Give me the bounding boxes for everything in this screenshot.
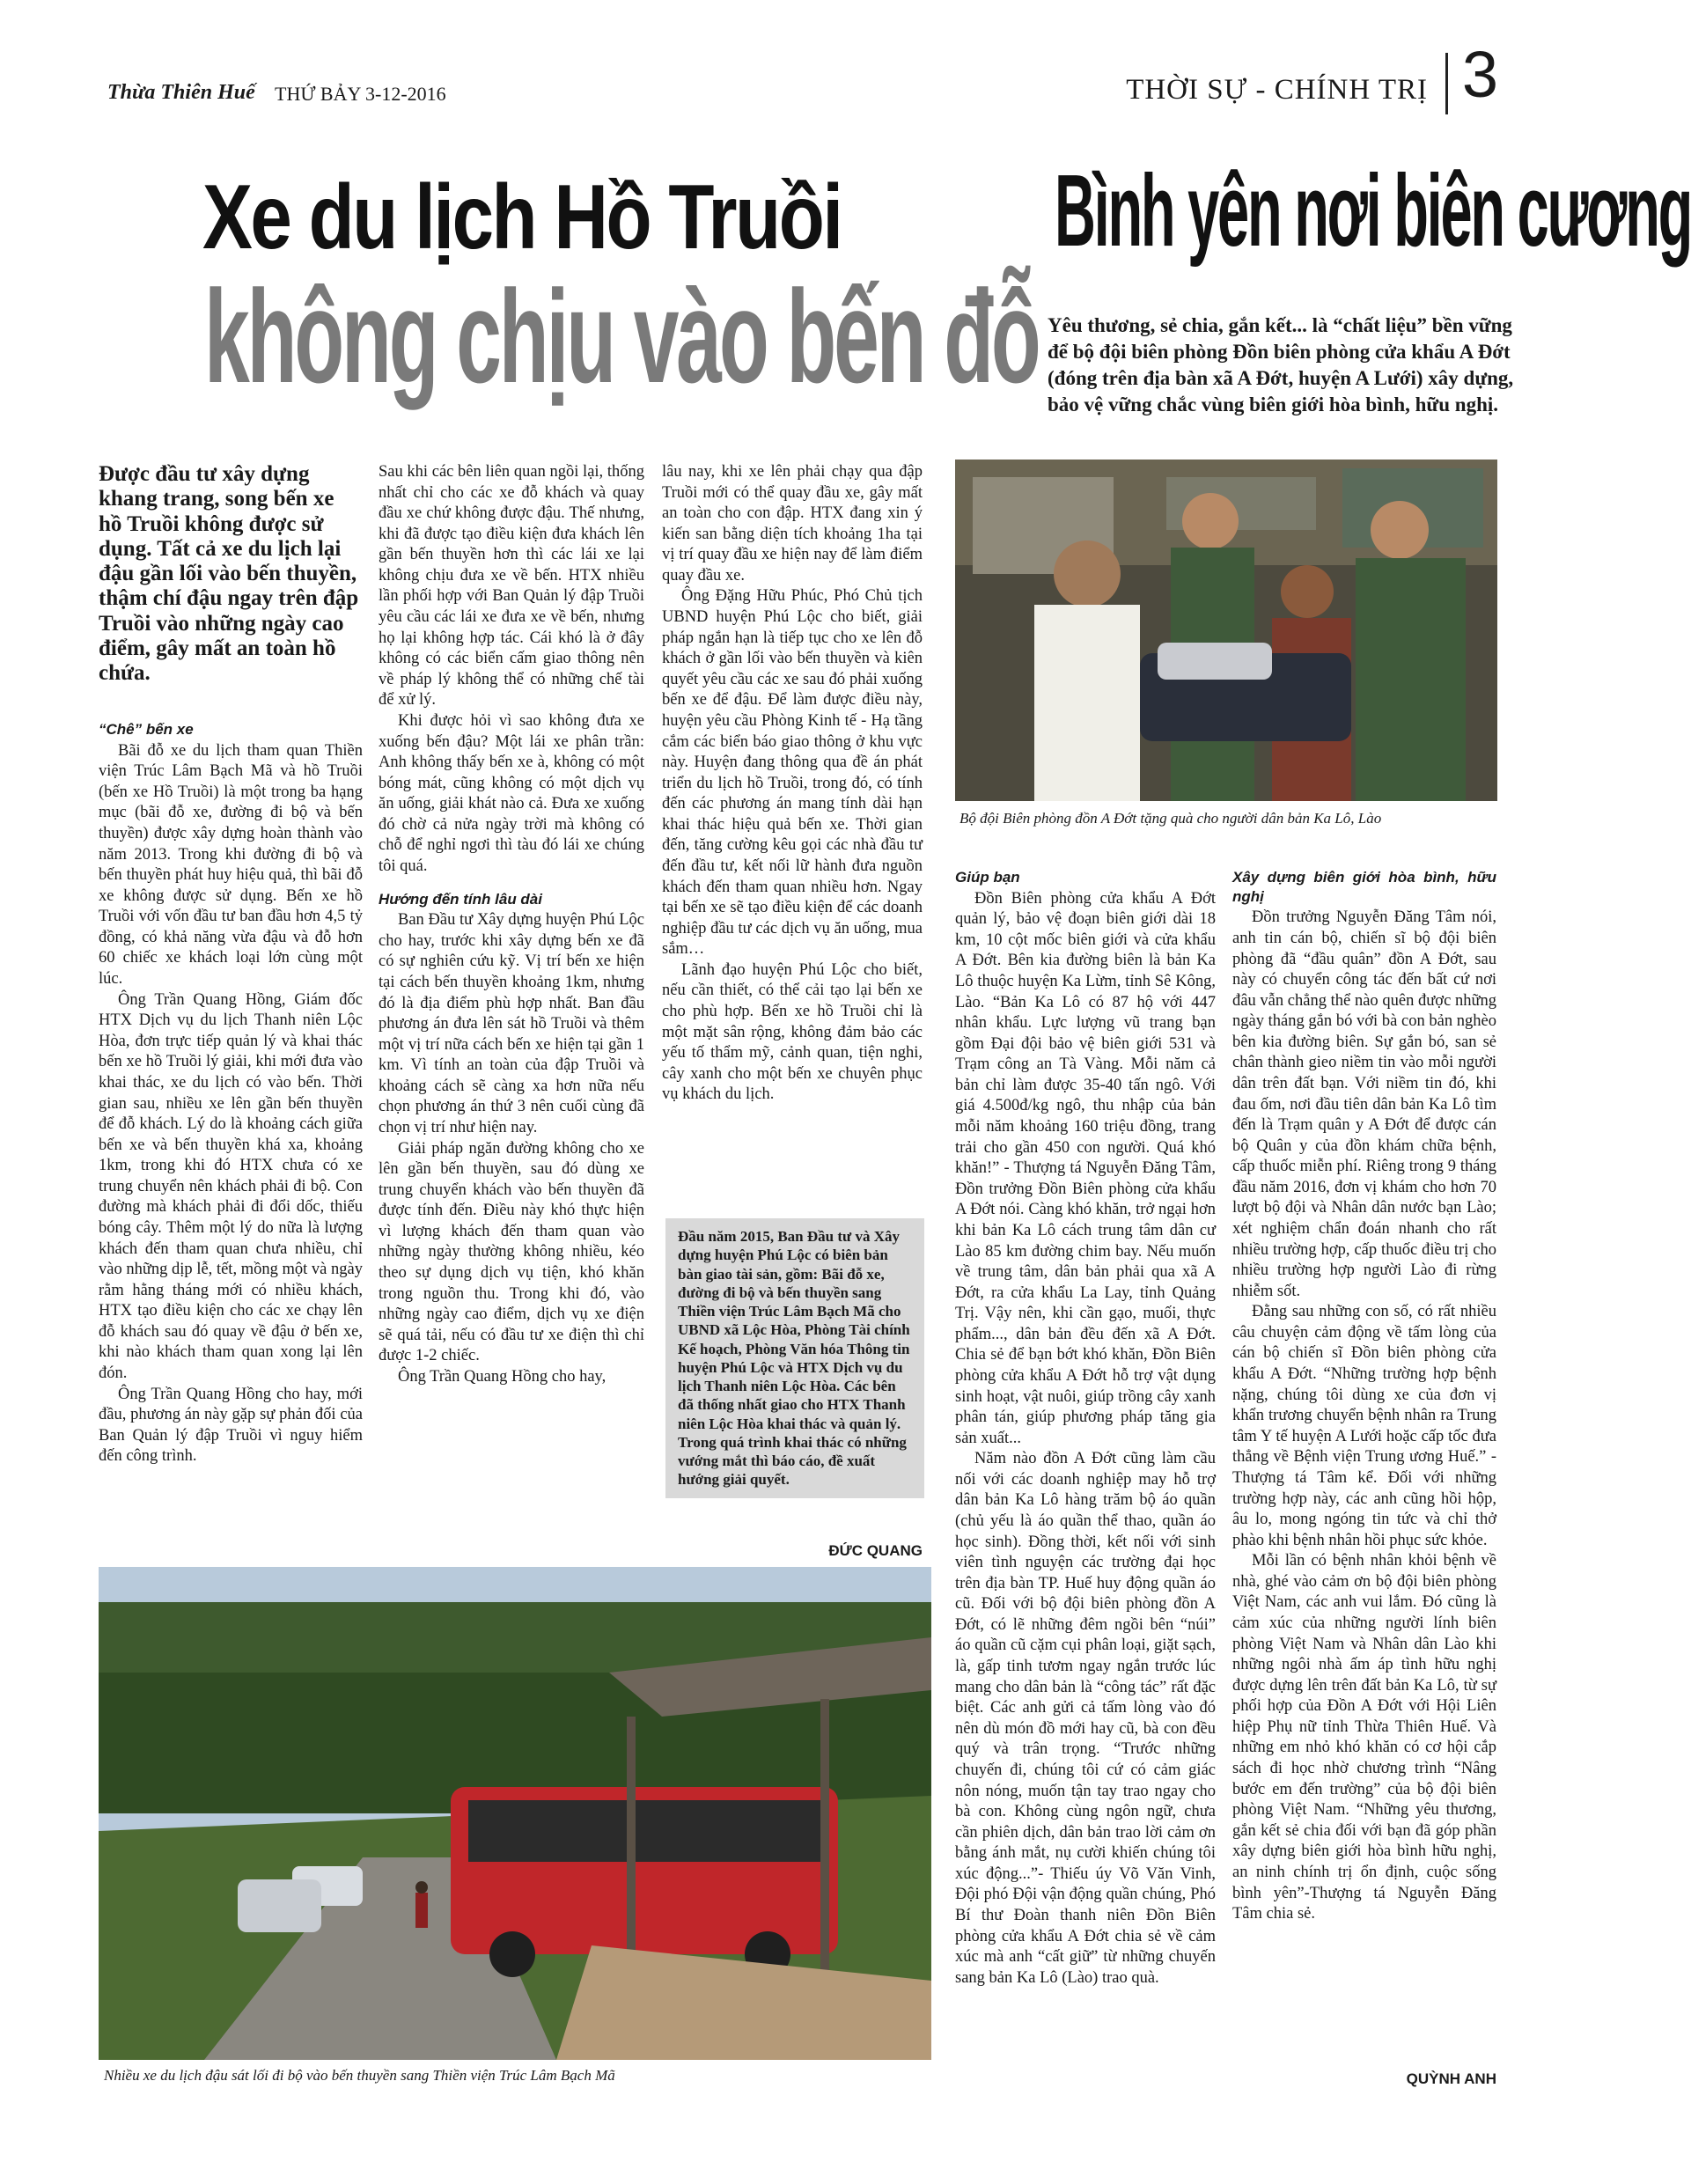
article1-headline-line1: Xe du lịch Hồ Truồi bbox=[202, 166, 842, 268]
article2-byline: QUỲNH ANH bbox=[1406, 2070, 1496, 2087]
border-guards-gift-photo bbox=[955, 460, 1497, 801]
article1-subhead-1: “Chê” bến xe bbox=[99, 721, 194, 738]
article1-column-3 bbox=[662, 462, 923, 1106]
article1-info-box: Đầu năm 2015, Ban Đầu tư và Xây dựng huyện Phú Lộc có biên bản bàn giao tài sản, gồm: Bãi đỗ xe, đường đi bộ và bến thuyền sang Thiền viện Trúc Lâm Bạch Mã cho UBND xã Lộc Hòa, Phòng Tài chính Kế hoạch, Phòng Văn hóa Thông tin huyện Phú Lộc và HTX Dịch vụ du lịch Thanh niên Lộc Hòa. Các bên đã thống nhất giao cho HTX Thanh niên Lộc Hòa khai thác và quản lý. Trong quá trình khai thác có những vướng mắt thì báo cáo, đề xuất hướng giải quyết. bbox=[665, 1218, 924, 1498]
paragraph: Lãnh đạo huyện Phú Lộc cho biết, nếu cần thiết, có thể cải tạo lại bến xe cho phù hợp. Bến xe hồ Truồi chỉ là một mặt sân rộng, không đảm bảo các yếu tố thẩm mỹ, cảnh quan, tiện nghi, cây xanh cho một bến xe chuyên phục vụ khách du lịch. bbox=[662, 960, 923, 1104]
page-number: 3 bbox=[1461, 38, 1498, 111]
article2-subhead-2: Xây dựng biên giới hòa bình, hữu nghị bbox=[1232, 869, 1496, 905]
article1-byline: ĐỨC QUANG bbox=[828, 1542, 923, 1559]
article2-sapo: Yêu thương, sẻ chia, gắn kết... là “chất liệu” bền vững để bộ đội biên phòng Đồn biên phòng cửa khẩu A Đớt (đóng trên địa bàn xã A Đớt, huyện A Lưới) xây dựng, bảo vệ vững chắc vùng biên giới hòa bình, hữu nghị. bbox=[1048, 314, 1514, 415]
issue-date: THỨ BẢY 3-12-2016 bbox=[275, 83, 446, 105]
paragraph: Ông Trần Quang Hồng cho hay, bbox=[398, 1367, 607, 1386]
article2-column-2 bbox=[1232, 868, 1496, 1925]
article1-headline-line2: không chịu vào bến đỗ bbox=[204, 262, 1039, 410]
paragraph: Ông Trần Quang Hồng, Giám đốc HTX Dịch vụ du lịch Thanh niên Lộc Hòa, đơn trực tiếp quản lý và khai thác bến xe hồ Truồi lý giải, khi mới đưa vào khai thác, xe du lịch có vào bến. Thời gian sau, nhiều xe lên gần bến thuyền để đỗ khách. Lý do là khoảng cách giữa bến xe và bến thuyền khá xa, khoảng 1km, trong khi đó HTX chưa có xe trung chuyển nên khách phải đi bộ. Con đường mà khách phải đi đổi dốc, thiếu bóng cây. Thêm một lý do nữa là lượng khách đến tham quan chưa nhiều, chỉ vào những dịp lễ, tết, mồng một và ngày rằm hằng tháng mới có nhiều khách, HTX tạo điều kiện cho các xe chạy lên đỗ khách sau đó quay về đậu ở bến xe, khi nào khách tham quan xong lại lên đón. bbox=[99, 990, 363, 1383]
article2-subhead-1: Giúp bạn bbox=[955, 869, 1020, 886]
paragraph: Ông Trần Quang Hồng cho hay, mới đầu, phương án này gặp sự phản đối của Ban Quản lý đập Truồi vì nguy hiểm đến công trình. bbox=[99, 1385, 363, 1466]
article1-sapo: Được đầu tư xây dựng khang trang, song bến xe hồ Truồi không được sử dụng. Tất cả xe du lịch lại đậu gần lối vào bến thuyền, thậm chí đậu ngay trên đập Truồi vào những ngày cao điểm, gây mất an toàn hồ chứa. bbox=[99, 462, 359, 685]
masthead-divider bbox=[1445, 53, 1448, 114]
paragraph: Khi được hỏi vì sao không đưa xe xuống bến đậu? Một lái xe phân trần: Anh không thấy bến xe à, không có một bóng mát, cũng không có một dịch vụ ăn uống, giải khát nào cả. Đưa xe xuống đó chờ cả nửa ngày trời mà không có chỗ để nghỉ ngơi thì tàu đó lái xe chúng tôi quá. bbox=[379, 711, 644, 875]
paragraph: Đồn trưởng Nguyễn Đăng Tâm nói, anh tin cán bộ, chiến sĩ bộ đội biên phòng đã “đầu quân” đồn A Đớt, sau này có chuyển công tác đến bất cứ nơi đâu vẫn chẳng thể nào quên được những ngày tháng gắn bó với bà con bản nghèo bên kia đường biên. Sự gắn bó, san sẻ chân thành gieo niềm tin vào mỗi người dân trên đất bạn. Với niềm tin đó, khi đau ốm, nơi đầu tiên dân bản Ka Lô tìm đến là Trạm quân y A Đớt để được cán bộ Quân y của đồn khám chữa bệnh, cấp thuốc miễn phí. Riêng trong 9 tháng đầu năm 2016, đơn vị khám cho hơn 70 lượt bộ đội và Nhân dân nước bạn Lào; xét nghiệm chẩn đoán nhanh cho rất nhiều trường hợp, cấp thuốc điều trị cho nhiều trường hợp người Lào đi rừng nhiễm sốt. bbox=[1232, 908, 1496, 1300]
article2-headline: Bình yên nơi biên cương bbox=[1055, 153, 1691, 268]
paragraph: Ông Đặng Hữu Phúc, Phó Chủ tịch UBND huyện Phú Lộc cho biết, giải pháp ngắn hạn là tiếp tục cho xe lên đỗ khách ở gần lối vào bến thuyền và kiên quyết yêu cầu các xe sau đó phải xuống bến xe để đậu. Để làm được điều này, huyện yêu cầu Phòng Kinh tế - Hạ tầng cắm các biển báo giao thông ở khu vực này. Huyện đang thông qua đề án phát triển du lịch hồ Truồi, trong đó, có tính đến các phương án mang tính dài hạn khai thác hiệu quả bến xe. Thời gian đến, tăng cường kêu gọi các nhà đầu tư đến đầu tư, kết nối lữ hành đưa nguồn khách đến tham quan nhiều hơn. Ngay tại bến xe sẽ tạo điều kiện để các doanh nghiệp đầu tư các dịch vụ ăn uống, mua sắm… bbox=[662, 587, 923, 959]
section-name: THỜI SỰ - CHÍNH TRỊ bbox=[1126, 74, 1428, 106]
paragraph: Mỗi lần có bệnh nhân khỏi bệnh về nhà, ghé vào cảm ơn bộ đội biên phòng Việt Nam, các anh vui lắm. Đó cũng là cảm xúc của những người lính biên phòng Việt Nam và Nhân dân Lào khi những ngôi nhà ấm áp tình hữu nghị được dựng lên trên đất bản Ka Lô, từ sự phối hợp của Đồn A Đớt với Hội Liên hiệp Phụ nữ tỉnh Thừa Thiên Huế. Và những em nhỏ khó khăn có cơ hội cắp sách đi học nhờ chương trình “Nâng bước em đến trường” của bộ đội biên phòng Việt Nam. “Những yêu thương, gắn kết sẻ chia đối với bạn đã góp phần xây dựng biên giới hòa bình hữu nghị, an ninh chính trị ổn định, cuộc sống bình yên”-Thượng tá Nguyễn Đăng Tâm chia sẻ. bbox=[1232, 1552, 1496, 1923]
article1-photo bbox=[99, 1567, 931, 2060]
paragraph: Bãi đỗ xe du lịch tham quan Thiền viện Trúc Lâm Bạch Mã và hồ Truồi (bến xe Hồ Truồi) là một trong ba hạng mục (bãi đỗ xe, đường đi bộ và bến thuyền) được xây dựng hoàn thành vào năm 2013. Trong khi đường đi bộ và bến thuyền phát huy hiệu quả, thì bãi đỗ xe không được sử dụng. Bến xe hồ Truồi với vốn đầu tư ban đầu hơn 4,5 tỷ đồng, có khả năng vừa đậu và đỗ hơn 60 chiếc xe khách loại lớn cùng một lúc. bbox=[99, 741, 363, 989]
article1-column-1 bbox=[99, 720, 363, 1467]
paragraph: Năm nào đồn A Đớt cũng làm cầu nối với các doanh nghiệp may hỗ trợ dân bản Ka Lô hàng trăm bộ áo quần (chủ yếu là áo quần thể thao, quần áo học sinh). Đồng thời, kết nối với sinh viên tình nguyện các trường đại học trên địa bàn TP. Huế huy động quần áo cũ. Đối với bộ đội biên phòng đồn A Đớt, có lẽ những đêm ngồi bên “núi” áo quần cũ cặm cụi phân loại, giặt sạch, là, gấp tinh tươm ngay ngắn trước lúc mang cho dân bản là “công tác” rất đặc biệt. Các anh gửi cả tấm lòng vào đó nên dù món đồ mới hay cũ, bà con đều quý và trân trọng. “Trước những chuyến đi, chúng tôi cứ có cảm giác nôn nóng, muốn tận tay trao ngay cho bà con. Không cùng ngôn ngữ, chưa cần phiên dịch, dân bản trao lời cảm ơn bằng ánh mắt, nụ cười khiến chúng tôi xúc động...”- Thiếu úy Võ Văn Vinh, Đội phó Đội vận động quần chúng, Phó Bí thư Đoàn thanh niên Đồn Biên phòng cửa khẩu A Đớt chia sẻ về cảm xúc mà anh “cất giữ” từ những chuyến sang bản Ka Lô (Lào) trao quà. bbox=[955, 1450, 1216, 1987]
paragraph: Sau khi các bên liên quan ngồi lại, thống nhất chỉ cho các xe đỗ khách và quay đầu xe chứ không được đậu. Thế nhưng, khi đã được tạo điều kiện đưa khách lên gần bến thuyền hơn thì các lái xe lại không chịu đưa xe về bến. HTX nhiều lần phối hợp với Ban Quản lý đập Truồi yêu cầu các lái xe đưa xe về bến, nhưng họ lại không hợp tác. Cái khó là ở đây không có các biển cấm giao thông nên về pháp lý không thể có những chế tài để xử lý. bbox=[379, 463, 644, 710]
paragraph: Đằng sau những con số, có rất nhiều câu chuyện cảm động về tấm lòng của cán bộ chiến sĩ Đồn biên phòng cửa khẩu A Đớt. “Những trường hợp bệnh nặng, chúng tôi dùng xe của đơn vị khẩn trương chuyển bệnh nhân ra Trung tâm Y tế huyện A Lưới hoặc cấp tốc đưa thẳng về Bệnh viện Trung ương Huế.” - Thượng tá Tâm kể. Đối với những trường hợp này, các anh cũng hồi hộp, âu lo, mong ngóng tin tức và chỉ thở phào khi bệnh nhân hồi phục sức khỏe. bbox=[1232, 1303, 1496, 1549]
paragraph: Đồn Biên phòng cửa khẩu A Đớt quản lý, bảo vệ đoạn biên giới dài 18 km, 10 cột mốc biên giới và cửa khẩu A Đớt. Bên kia đường biên là bản Ka Lô thuộc huyện Ka Lừm, tỉnh Sê Kông, Lào. “Bản Ka Lô có 87 hộ với 447 nhân khẩu. Lực lượng vũ trang bạn gồm Đại đội bảo vệ biên giới 531 và Trạm công an Tà Vàng. Mỗi năm cả bản chỉ làm được 35-40 tấn ngô. Với giá 4.500đ/kg ngô, thu nhập của bản mỗi năm khoảng 160 triệu đồng, trang trải cho gần 450 con người. Quá khó khăn!” - Thượng tá Nguyễn Đăng Tâm, Đồn trưởng Đồn Biên phòng cửa khẩu A Đớt nói. Càng khó khăn, trở ngại hơn khi bản Ka Lô cách trung tâm dân cư Lào 85 km đường chim bay. Nếu muốn về trung tâm, dân bản phải qua xã A Đớt, ra cửa khẩu La Lay, tỉnh Quảng Trị. Vậy nên, khi cần gạo, muối, thực phẩm..., dân bản đều đến xã A Đớt. Chia sẻ để bạn bớt khó khăn, Đồn Biên phòng cửa khẩu A Đớt hỗ trợ vật dụng sinh hoạt, vật nuôi, giúp trồng cây xanh phân tán, giúp phương pháp tăng gia sản xuất... bbox=[955, 889, 1216, 1447]
article2-photo bbox=[955, 460, 1497, 801]
article1-photo-caption: Nhiều xe du lịch đậu sát lối đi bộ vào bến thuyền sang Thiền viện Trúc Lâm Bạch Mã bbox=[104, 2067, 615, 2084]
article2-column-1 bbox=[955, 868, 1216, 1989]
paragraph: lâu nay, khi xe lên phải chạy qua đập Truồi mới có thể quay đầu xe, gây mất an toàn cho con đập. HTX đang xin ý kiến san bằng diện tích khoảng 1ha tại vị trí quay đầu xe hiện nay để làm điểm quay đầu xe. bbox=[662, 463, 923, 585]
article1-column-2 bbox=[379, 462, 644, 1388]
article2-photo-caption: Bộ đội Biên phòng đồn A Đớt tặng quà cho người dân bản Ka Lô, Lào bbox=[959, 810, 1382, 827]
publication-name: Thừa Thiên Huế bbox=[107, 81, 255, 104]
tourist-bus-parking-photo bbox=[99, 1567, 931, 2060]
paragraph: Giải pháp ngăn đường không cho xe lên gần bến thuyền, sau đó dùng xe trung chuyển khách vào bến thuyền đã được tính đến. Điều này khó thực hiện vì lượng khách đến tham quan vào những ngày thường không nhiều, kéo theo sự dụng dịch vụ tiện, khó khăn trong nguồn thu. Trong khi đó, vào những ngày cao điểm, dịch vụ xe điện sẽ quá tải, nếu có đầu tư xe điện thì chỉ được 1-2 chiếc. bbox=[379, 1139, 644, 1365]
paragraph: Ban Đầu tư Xây dựng huyện Phú Lộc cho hay, trước khi xây dựng bến xe đã có sự nghiên cứu kỹ. Vị trí bến xe hiện tại cách bến thuyền khoảng 1km, nhưng đó là địa điểm phù hợp nhất. Ban đầu phương án đưa lên sát hồ Truồi và thêm một vị trí nữa cách bến xe hiện tại gần 1 km. Vì tính an toàn của đập Truồi và khoảng cách sẽ càng xa hơn nữa nếu chọn phương án thứ 3 nên cuối cùng đã chọn vị trí như hiện nay. bbox=[379, 911, 644, 1137]
article1-subhead-2: Hướng đến tính lâu dài bbox=[379, 890, 542, 908]
